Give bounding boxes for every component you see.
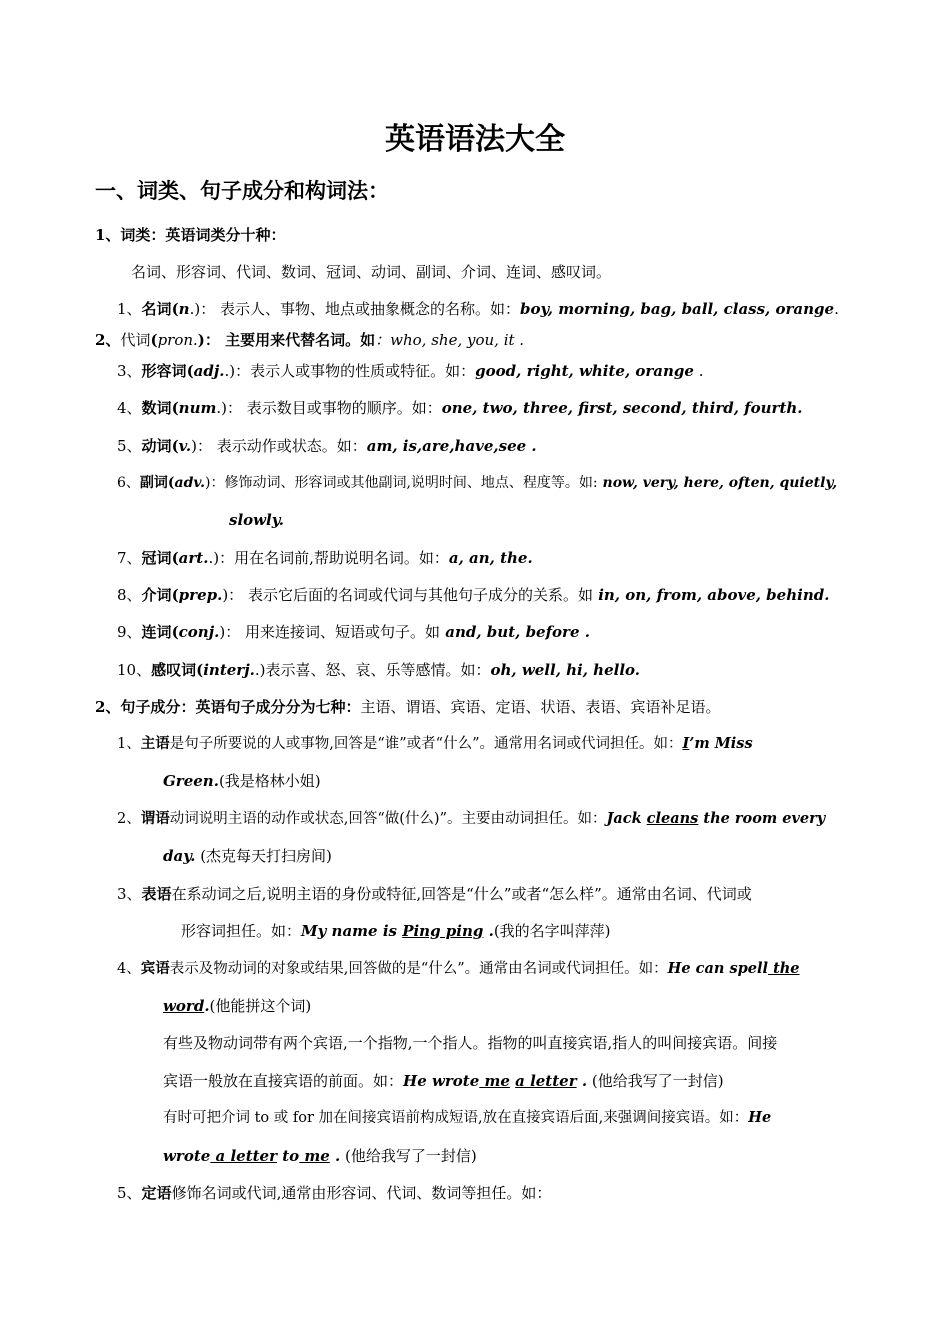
word-class-item-verb: 5、动词(v.)： 表示动作或状态。如：am, is,are,have,see . <box>117 437 537 455</box>
word-class-item-article: 7、冠词(art..)：用在名词前,帮助说明名词。如：a, an, the. <box>117 549 533 567</box>
word-class-item-adverb: 6、副词(adv.)：修饰动词、形容词或其他副词,说明时间、地点、程度等。如: now, very, here, often, quietly, <box>117 475 838 491</box>
word-class-list: 名词、形容词、代词、数词、冠词、动词、副词、介词、连词、感叹词。 <box>131 263 612 281</box>
component-object-para2-line1: 有时可把介词 to 或 for 加在间接宾语前构成短语,放在直接宾语后面,来强调间接宾语。如：He <box>163 1109 772 1126</box>
section-heading: 一、词类、句子成分和构词法： <box>95 179 389 203</box>
word-class-item-conjunction: 9、连词(conj.)： 用来连接词、短语或句子。如 and, but, before . <box>117 623 590 641</box>
component-predicate-cont: day. (杰克每天打扫房间) <box>163 847 332 865</box>
word-class-item-adverb-cont: slowly. <box>229 511 284 529</box>
word-class-item-adjective: 3、形容词(adj..)：表示人或事物的性质或特征。如：good, right, white, orange . <box>117 362 704 380</box>
component-subject-cont: Green.(我是格林小姐) <box>163 772 321 790</box>
word-class-item-preposition: 8、介词(prep.)： 表示它后面的名词或代词与其他句子成分的关系。如 in, on, from, above, behind. <box>117 586 830 604</box>
word-class-item-numeral: 4、数词(num.)： 表示数目或事物的顺序。如：one, two, three, first, second, third, fourth. <box>117 399 803 417</box>
word-class-item-interjection: 10、感叹词(interj..)表示喜、怒、哀、乐等感情。如：oh, well, hi, hello. <box>117 661 640 679</box>
component-object-para1-line1: 有些及物动词带有两个宾语,一个指物,一个指人。指物的叫直接宾语,指人的叫间接宾语。间接 <box>163 1034 778 1052</box>
component-object-para1-line2: 宾语一般放在直接宾语的前面。如：He wrote me a letter . (他给我写了一封信) <box>163 1072 724 1090</box>
component-object: 4、宾语表示及物动词的对象或结果,回答做的是“什么”。通常由名词或代词担任。如：He can spell the <box>117 960 800 977</box>
component-object-para2-line2: wrote a letter to me . (他给我写了一封信) <box>163 1147 477 1165</box>
subsection-heading-word-classes: 1、词类：英语词类分十种： <box>95 226 286 244</box>
subsection-heading-sentence-components: 2、句子成分：英语句子成分分为七种：主语、谓语、宾语、定语、状语、表语、宾语补足语。 <box>95 698 721 716</box>
component-predicate: 2、谓语动词说明主语的动作或状态,回答“做(什么)”。主要由动词担任。如：Jack cleans the room every <box>117 810 826 827</box>
component-predicative: 3、表语在系动词之后,说明主语的身份或特征,回答是“什么”或者“怎么样”。通常由名词、代词或 <box>117 885 752 903</box>
component-object-cont: word.(他能拼这个词) <box>163 997 312 1015</box>
component-predicative-cont: 形容词担任。如：My name is Ping ping .(我的名字叫萍萍) <box>181 922 611 940</box>
word-class-item-noun: 1、名词(n.)： 表示人、事物、地点或抽象概念的名称。如：boy, morning, bag, ball, class, orange. <box>117 300 839 318</box>
word-class-item-pronoun: 2、代词(pron.)： 主要用来代替名词。如：who, she, you, it . <box>95 331 525 349</box>
component-attribute: 5、定语修饰名词或代词,通常由形容词、代词、数词等担任。如： <box>117 1184 552 1202</box>
component-subject: 1、主语是句子所要说的人或事物,回答是“谁”或者“什么”。通常用名词或代词担任。如：I’m Miss <box>117 735 753 752</box>
page-title: 英语语法大全 <box>385 122 565 157</box>
